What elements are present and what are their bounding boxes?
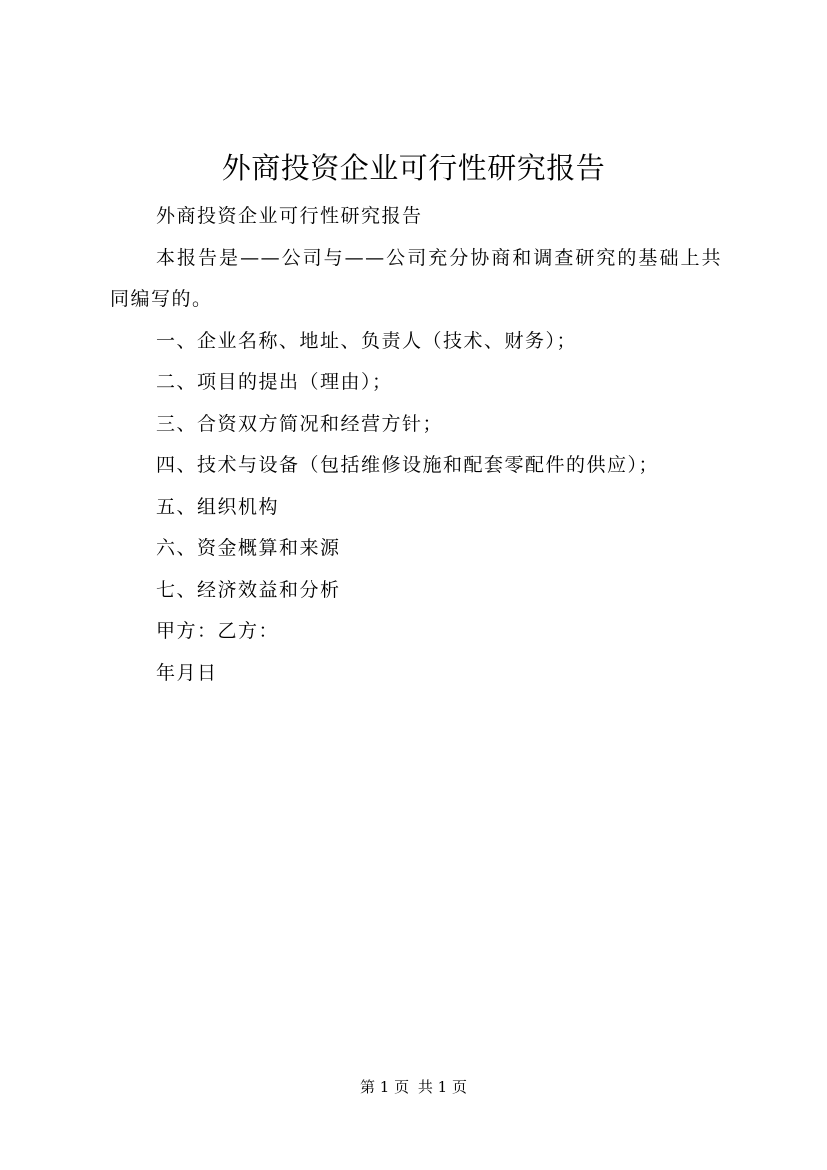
list-item-5: 五、组织机构 — [156, 495, 280, 518]
document-body — [110, 196, 722, 694]
page-number: 第 1 页 — [360, 1078, 410, 1096]
signature-date: 年月日 — [156, 661, 218, 684]
document-title: 外商投资企业可行性研究报告 — [221, 151, 606, 185]
list-item-3: 三、合资双方简况和经营方针； — [156, 412, 444, 435]
list-item-2: 二、项目的提出（理由）； — [156, 371, 393, 393]
list-item-4: 四、技术与设备（包括维修设施和配套零配件的供应）； — [156, 454, 660, 476]
paragraph-subtitle: 外商投资企业可行性研究报告 — [156, 205, 423, 227]
page-total: 共 1 页 — [417, 1078, 467, 1096]
signature-parties: 甲方：乙方： — [156, 620, 280, 642]
page-footer — [0, 1076, 827, 1098]
list-item-6: 六、资金概算和来源 — [156, 537, 341, 559]
list-item-1: 一、企业名称、地址、负责人（技术、财务）； — [156, 329, 578, 352]
paragraph-intro: 本报告是——公司与——公司充分协商和调查研究的基础上共同编写的。 — [110, 246, 722, 310]
list-item-7: 七、经济效益和分析 — [156, 578, 341, 601]
